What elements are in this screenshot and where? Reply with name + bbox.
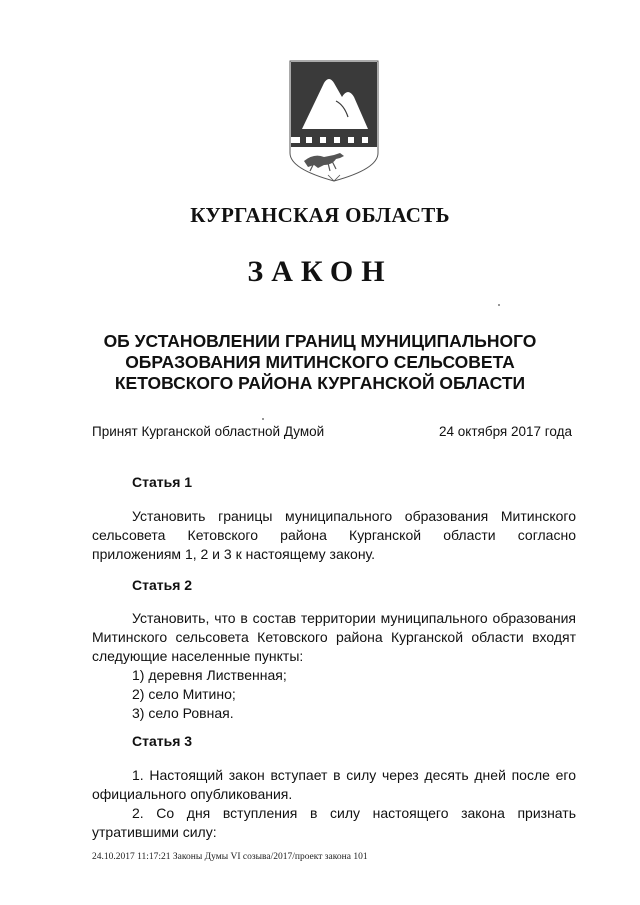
scan-speck	[262, 418, 264, 420]
settlement-list-item: 2) село Митино;	[132, 686, 236, 702]
scan-speck	[498, 304, 500, 306]
region-name: КУРГАНСКАЯ ОБЛАСТЬ	[190, 203, 450, 227]
article-1-body	[92, 507, 576, 564]
law-title-line: ОБ УСТАНОВЛЕНИИ ГРАНИЦ МУНИЦИПАЛЬНОГО	[103, 331, 537, 351]
article-paragraph: Установить, что в состав территории муниципального образования Митинского сельсовета Кетовского района Курганской области входят следующие населенные пункты:	[92, 610, 576, 664]
settlement-list-item: 1) деревня Лиственная;	[132, 667, 287, 683]
adopted-by-text: Принят Курганской областной Думой	[92, 424, 325, 439]
article-paragraph: Установить границы муниципального образования Митинского сельсовета Кетовского района Курганской области согласно приложениям 1, 2 и 3 к настоящему закону.	[92, 508, 576, 562]
adoption-date: 24 октября 2017 года	[439, 424, 572, 439]
article-1-heading: Статья 1	[132, 474, 193, 490]
article-3-heading: Статья 3	[132, 733, 193, 749]
law-title-line: ОБРАЗОВАНИЯ МИТИНСКОГО СЕЛЬСОВЕТА	[125, 352, 515, 372]
law-title-line: КЕТОВСКОГО РАЙОНА КУРГАНСКОЙ ОБЛАСТИ	[114, 373, 526, 393]
settlement-list-item: 3) село Ровная.	[132, 705, 234, 721]
article-paragraph: 2. Со дня вступления в силу настоящего закона признать утратившими силу:	[92, 805, 576, 840]
print-stamp-footer: 24.10.2017 11:17:21 Законы Думы VI созыва/2017/проект закона 101	[92, 852, 368, 862]
article-2-body	[92, 609, 576, 723]
article-2-heading: Статья 2	[132, 577, 193, 593]
article-3-body	[92, 766, 576, 842]
document-type: ЗАКОН	[247, 255, 393, 288]
article-paragraph: 1. Настоящий закон вступает в силу через десять дней после его официального опубликования.	[92, 767, 576, 802]
coat-of-arms-emblem	[284, 57, 384, 185]
law-title	[0, 331, 640, 394]
